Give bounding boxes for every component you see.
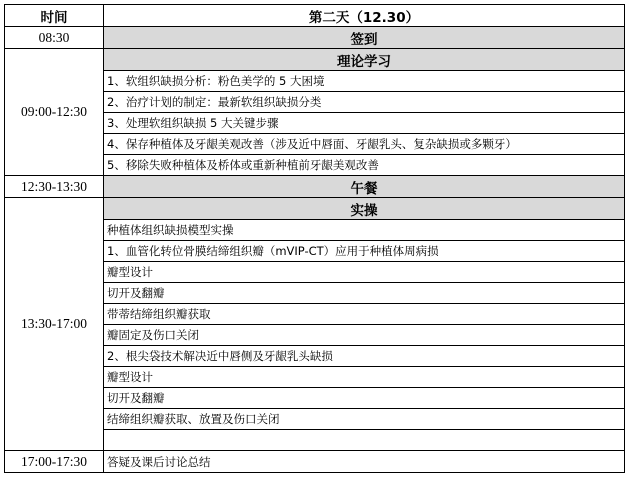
- practice-step: 带蒂结缔组织瓣获取: [104, 304, 625, 325]
- theory-item: 4、保存种植体及牙龈美观改善（涉及近中唇面、牙龈乳头、复杂缺损或多颗牙）: [104, 134, 625, 155]
- time-column-header: 时间: [5, 5, 104, 27]
- practice-step: 切开及翻瓣: [104, 283, 625, 304]
- schedule-table: [4, 4, 625, 473]
- practice-step: 结缔组织瓣获取、放置及伤口关闭: [104, 409, 625, 430]
- lunch-label: 午餐: [104, 176, 625, 198]
- theory-time: 09:00-12:30: [5, 49, 104, 176]
- qa-label: 答疑及课后讨论总结: [104, 451, 625, 473]
- practice-step: 瓣型设计: [104, 367, 625, 388]
- checkin-row: [5, 27, 625, 49]
- practice-title-row: [5, 198, 625, 220]
- lunch-time: 12:30-13:30: [5, 176, 104, 198]
- lunch-row: [5, 176, 625, 198]
- day-header: 第二天（12.30）: [104, 5, 625, 27]
- theory-title-row: [5, 49, 625, 71]
- practice-step: 瓣型设计: [104, 262, 625, 283]
- empty-cell: [104, 430, 625, 451]
- qa-row: [5, 451, 625, 473]
- checkin-time: 08:30: [5, 27, 104, 49]
- practice-step: 瓣固定及伤口关闭: [104, 325, 625, 346]
- theory-item: 2、治疗计划的制定：最新软组织缺损分类: [104, 92, 625, 113]
- practice-section2-label: 2、根尖袋技术解决近中唇侧及牙龈乳头缺损: [104, 346, 625, 367]
- theory-item: 1、软组织缺损分析：粉色美学的 5 大困境: [104, 71, 625, 92]
- practice-title: 实操: [104, 198, 625, 220]
- practice-intro: 种植体组织缺损模型实操: [104, 220, 625, 241]
- practice-step: 切开及翻瓣: [104, 388, 625, 409]
- theory-item: 5、移除失败种植体及桥体或重新种植前牙龈美观改善: [104, 155, 625, 176]
- practice-time: 13:30-17:00: [5, 198, 104, 451]
- theory-item: 3、处理软组织缺损 5 大关键步骤: [104, 113, 625, 134]
- qa-time: 17:00-17:30: [5, 451, 104, 473]
- practice-section1-label: 1、血管化转位骨膜结缔组织瓣（mVIP-CT）应用于种植体周病损: [104, 241, 625, 262]
- header-row: [5, 5, 625, 27]
- checkin-label: 签到: [104, 27, 625, 49]
- theory-title: 理论学习: [104, 49, 625, 71]
